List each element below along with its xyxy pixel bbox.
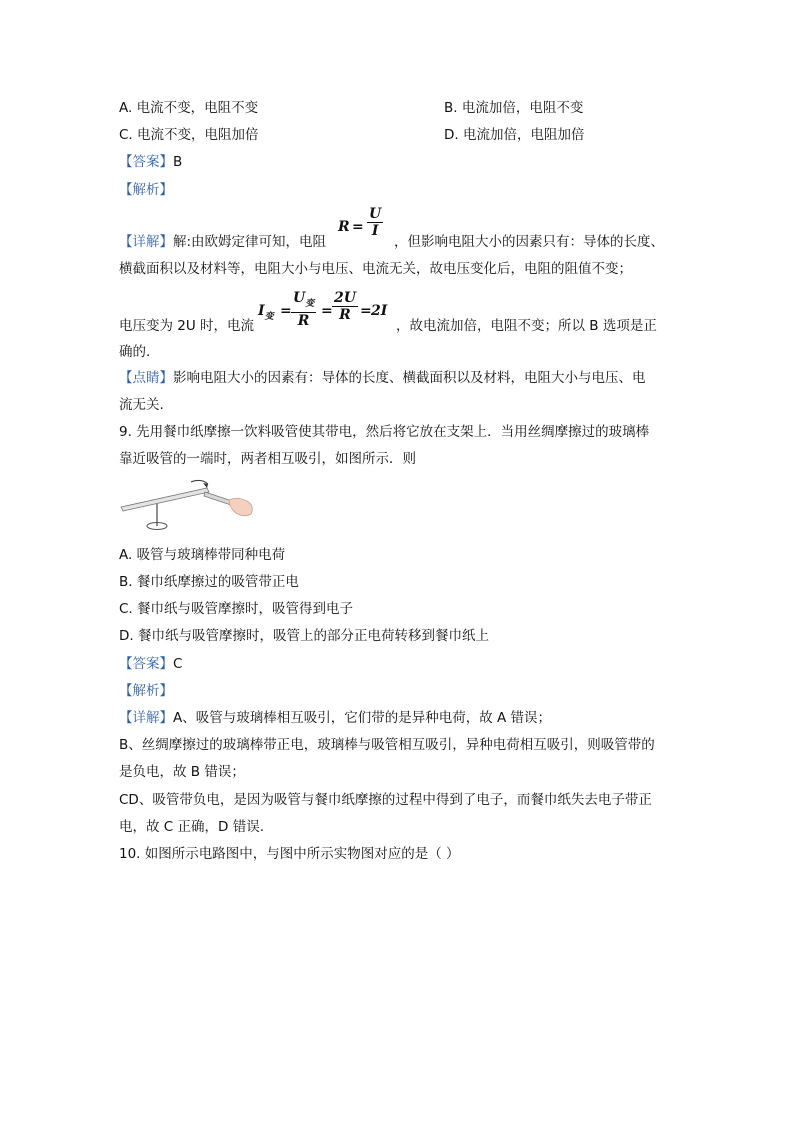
answer-value: B <box>173 154 183 170</box>
fraction-2-numerator: 2U <box>334 290 356 306</box>
current-result: 2I <box>371 303 388 319</box>
fraction-2 <box>332 290 358 323</box>
detail-text: A、吸管与玻璃棒相互吸引，它们带的是异种电荷，故 A 错误； <box>173 710 552 726</box>
numerator-symbol: U <box>293 290 306 306</box>
fraction-1-denominator: R <box>297 312 310 329</box>
q8-detail-line2: 横截面积以及材料等，电阻大小与电压、电流无关，故电压变化后，电阻的阻值不变； <box>119 261 632 277</box>
formula-current <box>258 290 388 330</box>
q8-tip-line1 <box>119 366 646 386</box>
q8-detail-line3-start: 电压变为 2U 时，电流 <box>119 318 255 334</box>
q10-stem: 10. 如图所示电路图中，与图中所示实物图对应的是（ ） <box>119 846 460 862</box>
q8-detail-line3-end: ，故电流加倍，电阻不变；所以 B 选项是正 <box>396 318 657 334</box>
q8-answer <box>119 150 182 170</box>
q9-detail-line4: CD、吸管带负电，是因为吸管与餐巾纸摩擦的过程中得到了电子，而餐巾纸失去电子带正 <box>119 792 652 808</box>
detail-text: 解:由欧姆定律可知，电阻 <box>173 234 327 250</box>
q9-analysis-tag: 【解析】 <box>119 683 173 699</box>
equals-sign: = <box>321 303 333 319</box>
tip-text: 影响电阻大小的因素有：导体的长度、横截面积以及材料，电阻大小与电压、电 <box>173 370 646 386</box>
q9-stem-line2: 靠近吸管的一端时，两者相互吸引，如图所示．则 <box>119 451 416 467</box>
fraction-1-numerator <box>291 290 316 313</box>
answer-tag: 【答案】 <box>119 656 173 672</box>
fraction-denominator: I <box>371 223 379 239</box>
fraction-numerator: U <box>369 206 382 222</box>
fraction-2-denominator: R <box>339 307 351 323</box>
fraction-1 <box>291 290 316 329</box>
straw-glass-rod-illustration <box>119 474 259 536</box>
equals-sign: = <box>280 303 292 319</box>
current-subscript: 变 <box>264 311 274 322</box>
straw <box>121 488 209 511</box>
hand <box>229 498 252 516</box>
tip-tag: 【点睛】 <box>119 370 173 386</box>
q8-option-d: D. 电流加倍，电阻加倍 <box>444 127 585 143</box>
q9-stem-line1: 9. 先用餐巾纸摩擦一饮料吸管使其带电，然后将它放在支架上．当用丝绸摩擦过的玻璃棒 <box>119 424 650 440</box>
equals-sign: = <box>352 219 364 235</box>
formula-lhs: R <box>338 219 350 235</box>
q9-option-a: A. 吸管与玻璃棒带同种电荷 <box>119 547 286 563</box>
q9-detail-line2: B、丝绸摩擦过的玻璃棒带正电，玻璃棒与吸管相互吸引，异种电荷相互吸引，则吸管带的 <box>119 737 655 753</box>
equals-sign: = <box>360 303 372 319</box>
answer-tag: 【答案】 <box>119 154 173 170</box>
q8-option-a: A. 电流不变，电阻不变 <box>119 100 259 116</box>
current-symbol: I <box>258 303 265 319</box>
q8-detail-line4: 确的. <box>119 344 151 360</box>
q9-detail-line1 <box>119 706 551 726</box>
q8-analysis-tag: 【解析】 <box>119 182 173 198</box>
answer-value: C <box>173 656 183 672</box>
q9-answer <box>119 652 182 672</box>
q8-tip-line2: 流无关. <box>119 397 164 413</box>
formula-fraction <box>367 206 383 239</box>
q8-option-c: C. 电流不变，电阻加倍 <box>119 127 259 143</box>
q8-detail-line1-end: ，但影响电阻大小的因素只有：导体的长度、 <box>394 234 664 250</box>
current-lhs <box>258 303 274 322</box>
detail-tag: 【详解】 <box>119 234 173 250</box>
q9-detail-line3: 是负电，故 B 错误； <box>119 764 245 780</box>
detail-tag: 【详解】 <box>119 710 173 726</box>
q9-option-c: C. 餐巾纸与吸管摩擦时，吸管得到电子 <box>119 601 354 617</box>
q9-detail-line5: 电，故 C 正确，D 错误. <box>119 819 264 835</box>
numerator-subscript: 变 <box>305 298 315 309</box>
q8-option-b: B. 电流加倍，电阻不变 <box>444 100 584 116</box>
arrow-icon <box>191 480 208 484</box>
q8-detail-line1-start <box>119 230 326 250</box>
q9-option-d: D. 餐巾纸与吸管摩擦时，吸管上的部分正电荷转移到餐巾纸上 <box>119 628 489 644</box>
q9-option-b: B. 餐巾纸摩擦过的吸管带正电 <box>119 574 299 590</box>
